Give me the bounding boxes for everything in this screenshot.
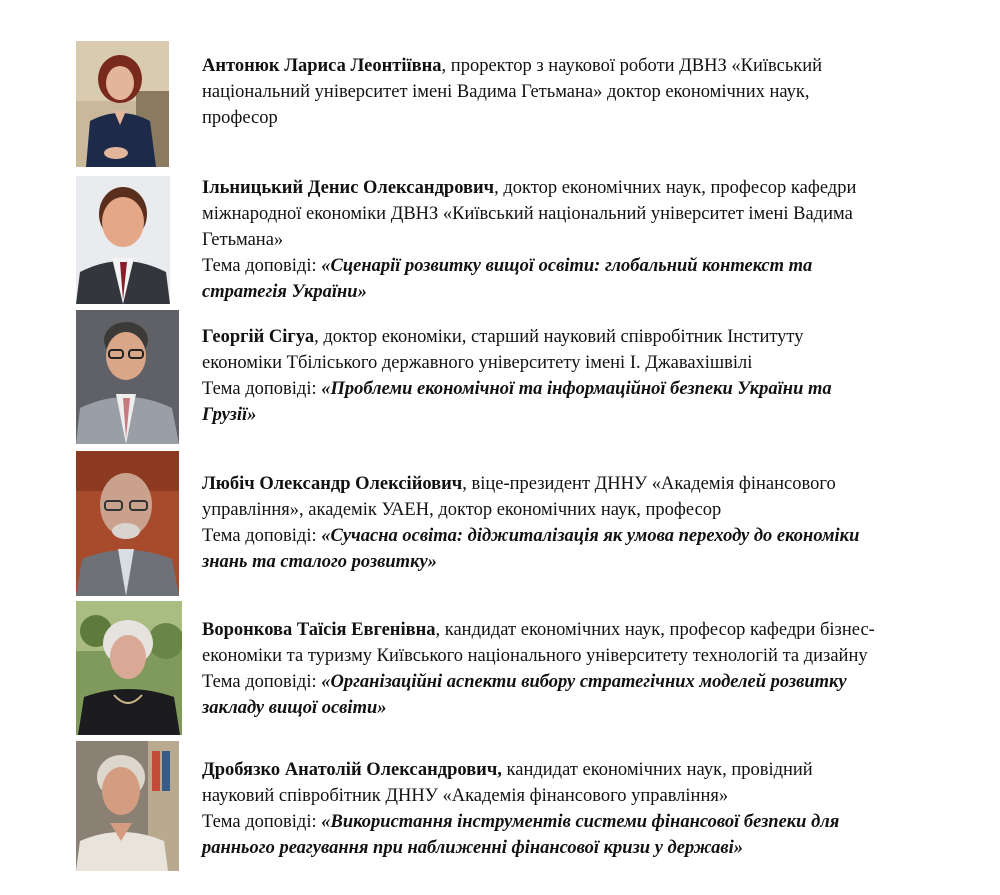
bio-line: [202, 757, 962, 783]
topic-title: «Сценарії розвитку вищої освіти: глобальний контекст та: [321, 256, 813, 276]
topic-line: [202, 523, 962, 549]
speaker-name: Дробязко Анатолій Олександрович,: [202, 760, 502, 780]
speaker-photo-sigua: [76, 310, 179, 444]
man-elder-portrait-icon: [76, 741, 179, 871]
speaker-photo-voronkova: [76, 601, 182, 735]
topic-title: «Використання інструментів системи фінансової безпеки для: [321, 812, 840, 832]
topic-title: знань та сталого розвитку»: [202, 552, 437, 572]
topic-title: «Організаційні аспекти вибору стратегічних моделей розвитку: [321, 672, 847, 692]
speaker-name: Любіч Олександр Олексійович: [202, 474, 463, 494]
topic-label: Тема доповіді:: [202, 812, 322, 832]
topic-title: раннього реагування при наближенні фінансової кризи у державі»: [202, 838, 744, 858]
man-glasses-portrait-icon: [76, 310, 179, 444]
speaker-bio-drobiazko: [202, 757, 962, 861]
topic-title: «Сучасна освіта: діджиталізація як умова переходу до економіки: [321, 526, 860, 546]
topic-title: Грузії»: [202, 405, 257, 425]
topic-title: стратегія України»: [202, 282, 367, 302]
bio-text: , доктор економіки, старший науковий співробітник Інституту: [314, 327, 804, 347]
speaker-photo-liubich: [76, 451, 179, 596]
woman-elder-portrait-icon: [76, 601, 182, 735]
topic-title: «Проблеми економічної та інформаційної безпеки України та: [321, 379, 832, 399]
bio-line: міжнародної економіки ДВНЗ «Київський національний університет імені Вадима: [202, 204, 853, 224]
man-portrait-icon: [76, 176, 170, 304]
bio-line: [202, 471, 962, 497]
bio-line: професор: [202, 108, 278, 128]
bio-text: , проректор з наукової роботи ДВНЗ «Київський: [441, 56, 823, 76]
bio-text: , доктор економічних наук, професор кафедри: [494, 178, 857, 198]
topic-label: Тема доповіді:: [202, 379, 322, 399]
speaker-name: Воронкова Таїсія Евгенівна: [202, 620, 436, 640]
topic-label: Тема доповіді:: [202, 526, 322, 546]
speaker-bio-antoniuk: [202, 53, 962, 131]
speaker-bio-ilnytskyi: [202, 175, 962, 305]
speaker-bio-voronkova: [202, 617, 962, 721]
speaker-name: Антонюк Лариса Леонтіївна: [202, 56, 442, 76]
speaker-bio-sigua: [202, 324, 962, 428]
topic-line: [202, 376, 962, 402]
topic-title: закладу вищої освіти»: [202, 698, 387, 718]
bio-line: економіки Тбіліського державного університету імені І. Джавахішвілі: [202, 353, 753, 373]
speaker-name: Ільницький Денис Олександрович: [202, 178, 495, 198]
bio-line: національний університет імені Вадима Гетьмана» доктор економічних наук,: [202, 82, 810, 102]
speaker-photo-drobiazko: [76, 741, 179, 871]
topic-label: Тема доповіді:: [202, 672, 322, 692]
man-bald-glasses-portrait-icon: [76, 451, 179, 596]
speaker-photo-antoniuk: [76, 41, 169, 167]
speaker-bio-liubich: [202, 471, 962, 575]
speaker-name: Георгій Сігуа: [202, 327, 315, 347]
woman-portrait-icon: [76, 41, 169, 167]
topic-line: [202, 669, 962, 695]
topic-label: Тема доповіді:: [202, 256, 322, 276]
topic-line: [202, 253, 962, 279]
bio-line: економіки та туризму Київського національного університету технологій та дизайну: [202, 646, 868, 666]
bio-line: науковий співробітник ДННУ «Академія фінансового управління»: [202, 786, 729, 806]
bio-line: [202, 175, 962, 201]
bio-line: [202, 617, 962, 643]
bio-line: [202, 53, 962, 79]
bio-line: Гетьмана»: [202, 230, 284, 250]
topic-line: [202, 809, 962, 835]
bio-text: , кандидат економічних наук, професор кафедри бізнес-: [435, 620, 875, 640]
bio-line: управління», академік УАЕН, доктор економічних наук, професор: [202, 500, 722, 520]
bio-line: [202, 324, 962, 350]
bio-text: , віце-президент ДННУ «Академія фінансового: [462, 474, 836, 494]
bio-text: кандидат економічних наук, провідний: [501, 760, 813, 780]
speaker-photo-ilnytskyi: [76, 176, 170, 304]
